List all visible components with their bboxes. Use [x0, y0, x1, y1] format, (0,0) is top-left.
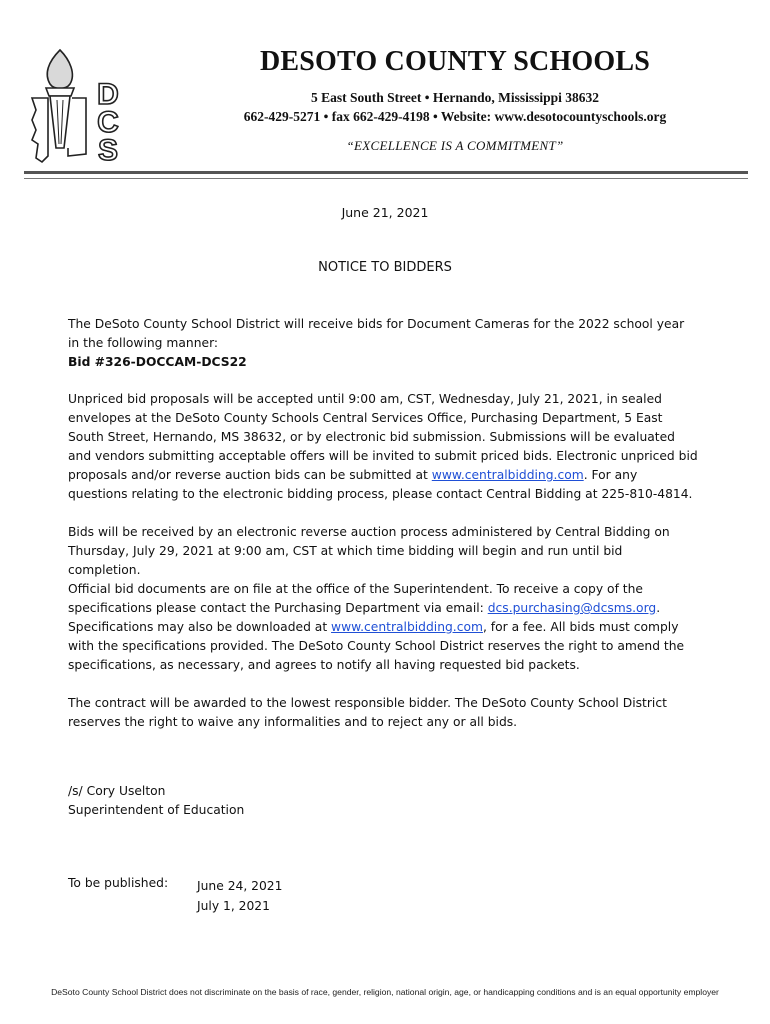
p4-text-b: . Specifications may also be downloaded at	[68, 601, 661, 634]
district-torch-logo	[28, 44, 128, 166]
notice-date: June 21, 2021	[341, 205, 429, 220]
paragraph-award	[68, 694, 698, 732]
publish-date-2: July 1, 2021	[197, 899, 270, 913]
p2-text-a: Unpriced bid proposals will be accepted until 9:00 am, CST, Wednesday, July 21, 2021, in sealed envelopes at the DeSoto County Schools Central Services Office, Purchasing Department, 5 East South Street, Hernando, MS 38632, or by electronic bid submission. Submissions will be evaluated and vendors submitting acceptable offers will be invited to submit priced bids. Electronic unpriced bid proposals and/or reverse auction bids can be submitted at	[68, 392, 698, 482]
district-name: DESOTO COUNTY SCHOOLS	[259, 46, 651, 77]
intro-text: The DeSoto County School District will receive bids for Document Cameras for the 2022 school year in the following manner:	[68, 317, 685, 350]
logo-letter-s: S	[97, 134, 119, 166]
header-divider-thin	[24, 178, 748, 179]
p4-text-a: Official bid documents are on file at the office of the Superintendent. To receive a copy of the specifications please contact the Purchasing Department via email:	[68, 582, 643, 615]
district-motto: “EXCELLENCE IS A COMMITMENT”	[346, 138, 564, 153]
paragraph-reverse-auction	[68, 523, 698, 580]
signature-block	[68, 782, 244, 820]
bid-number: Bid #326-DOCCAM-DCS22	[68, 355, 247, 369]
nondiscrimination-footer: DeSoto County School District does not discriminate on the basis of race, gender, religion, national origin, age, or handicapping conditions and is an equal opportunity employer	[51, 987, 719, 997]
centralbidding-download-link[interactable]: www.centralbidding.com	[331, 620, 483, 634]
p2-text-b: . For any questions relating to the electronic bidding process, please contact Central Bidding at 225-810-4814.	[68, 468, 693, 501]
p4-text-c: , for a fee. All bids must comply with the specifications provided. The DeSoto County School District reserves the right to amend the specifications, as necessary, and agrees to notify all having requested bid packets.	[68, 620, 685, 672]
purchasing-email-link[interactable]: dcs.purchasing@dcsms.org	[487, 601, 657, 615]
header-divider-thick	[24, 171, 748, 174]
signature-name: /s/ Cory Uselton	[68, 784, 166, 798]
paragraph-bid-documents	[68, 580, 698, 675]
district-address: 5 East South Street • Hernando, Mississippi 38632	[310, 90, 599, 105]
publish-label: To be published:	[68, 876, 169, 890]
district-contact: 662-429-5271 • fax 662-429-4198 • Website: www.desotocountyschools.org	[243, 109, 667, 124]
logo-letter-d: D	[97, 78, 119, 111]
paragraph-intro	[68, 315, 698, 372]
logo-letter-c: C	[97, 106, 119, 139]
publish-dates	[197, 876, 282, 916]
p3-text: Bids will be received by an electronic reverse auction process administered by Central Bidding on Thursday, July 29, 2021 at 9:00 am, CST at which time bidding will begin and run until bid completion.	[68, 525, 670, 577]
notice-title: NOTICE TO BIDDERS	[318, 260, 452, 275]
p5-text: The contract will be awarded to the lowest responsible bidder. The DeSoto County School District reserves the right to waive any informalities and to reject any or all bids.	[68, 696, 667, 729]
publish-date-1: June 24, 2021	[197, 879, 283, 893]
centralbidding-link[interactable]: www.centralbidding.com	[431, 468, 584, 482]
signature-title: Superintendent of Education	[68, 803, 245, 817]
paragraph-unpriced-bids	[68, 390, 698, 504]
